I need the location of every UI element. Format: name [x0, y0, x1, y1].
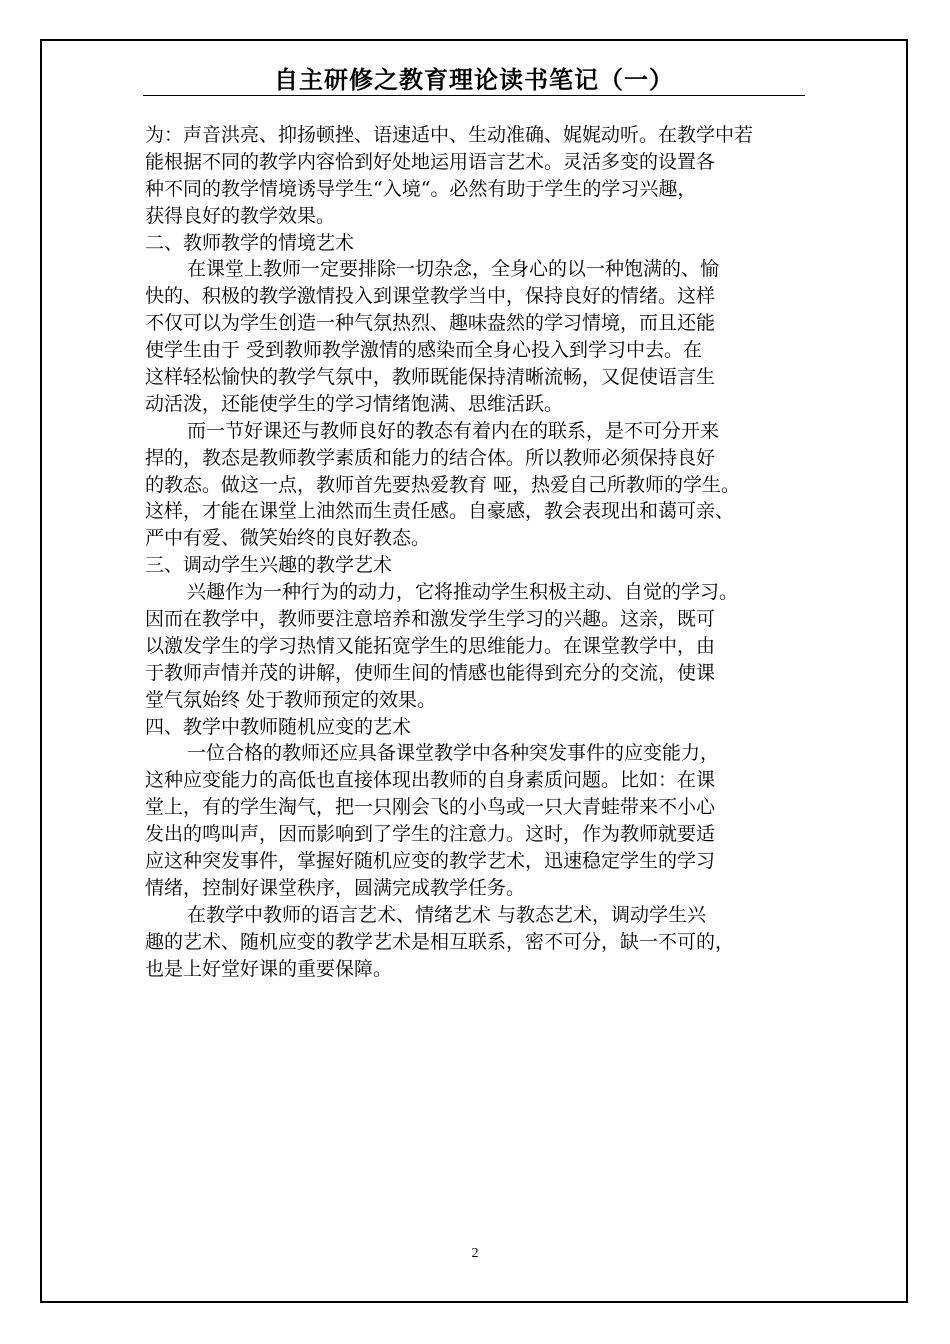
- text-line: 因而在教学中，教师要注意培养和激发学生学习的兴趣。这亲，既可: [145, 608, 716, 631]
- text-line: 二、教师教学的情境艺术: [145, 231, 355, 254]
- text-line: 情绪，控制好课堂秩序，圆满完成教学任务。: [145, 876, 526, 899]
- text-line: 在课堂上教师一定要排除一切杂念，全身心的以一种饱满的、愉: [187, 258, 720, 281]
- text-line: 严中有爱、微笑始终的良好教态。: [145, 527, 431, 550]
- text-line: 这样，才能在课堂上油然而生责任感。自豪感，教会表现出和蔼可亲、: [145, 500, 735, 523]
- text-line: 捍的，教态是教师教学素质和能力的结合体。所以教师必须保持良好: [145, 446, 716, 469]
- text-line: 兴趣作为一种行为的动力，它将推动学生积极主动、自觉的学习。: [187, 581, 739, 604]
- text-line: 获得良好的教学效果。: [145, 204, 336, 227]
- text-line: 动活泼，还能使学生的学习情绪饱满、思维活跃。: [145, 392, 564, 415]
- text-line: 不仅可以为学生创造一种气氛热烈、趣味盎然的学习情境，而且还能: [145, 312, 716, 335]
- text-line: 种不同的教学情境诱导学生“入境“。必然有助于学生的学习兴趣，: [145, 177, 697, 200]
- text-line: 使学生由于 受到教师教学激情的感染而全身心投入到学习中去。在: [145, 339, 703, 362]
- text-line: 在教学中教师的语言艺术、情绪艺术 与教态艺术，调动学生兴: [187, 903, 707, 926]
- text-line: 发出的鸣叫声，因而影响到了学生的注意力。这时，作为教师就要适: [145, 823, 716, 846]
- text-line: 能根据不同的教学内容恰到好处地运用语言艺术。灵活多变的设置各: [145, 150, 716, 173]
- text-line: 这样轻松愉快的教学气氛中，教师既能保持清晰流畅，又促使语言生: [145, 366, 716, 389]
- text-line: 堂上，有的学生淘气，把一只刚会飞的小鸟或一只大青蛙带来不小心: [145, 796, 716, 819]
- text-line: 趣的艺术、随机应变的教学艺术是相互联系，密不可分，缺一不可的，: [145, 930, 735, 953]
- text-line: 堂气氛始终 处于教师预定的效果。: [145, 688, 437, 711]
- text-line: 三、调动学生兴趣的教学艺术: [145, 554, 393, 577]
- document-body: [145, 122, 810, 983]
- text-line: 一位合格的教师还应具备课堂教学中各种突发事件的应变能力，: [187, 742, 720, 765]
- text-line: 也是上好堂好课的重要保障。: [145, 957, 393, 980]
- text-line: 为：声音洪亮、抑扬顿挫、语速适中、生动准确、娓娓动听。在教学中若: [145, 124, 754, 146]
- page-number: 2: [471, 1246, 479, 1261]
- text-line: 应这种突发事件，掌握好随机应变的教学艺术，迅速稳定学生的学习: [145, 850, 716, 873]
- text-line: 以激发学生的学习热情又能拓宽学生的思维能力。在课堂教学中，由: [145, 634, 716, 657]
- title-underline: [143, 95, 805, 96]
- text-line: 四、教学中教师随机应变的艺术: [145, 715, 412, 738]
- document-title: 自主研修之教育理论读书笔记（一）: [274, 65, 674, 94]
- text-line: 而一节好课还与教师良好的教态有着内在的联系，是不可分开来: [187, 419, 720, 442]
- text-line: 这种应变能力的高低也直接体现出教师的自身素质问题。比如：在课: [145, 769, 716, 792]
- text-line: 快的、积极的教学激情投入到课堂教学当中，保持良好的情绪。这样: [145, 285, 716, 308]
- text-line: 于教师声情并茂的讲解，使师生间的情感也能得到充分的交流，使课: [145, 661, 716, 684]
- text-line: 的教态。做这一点，教师首先要热爱教育 哑，热爱自己所教师的学生。: [145, 473, 741, 496]
